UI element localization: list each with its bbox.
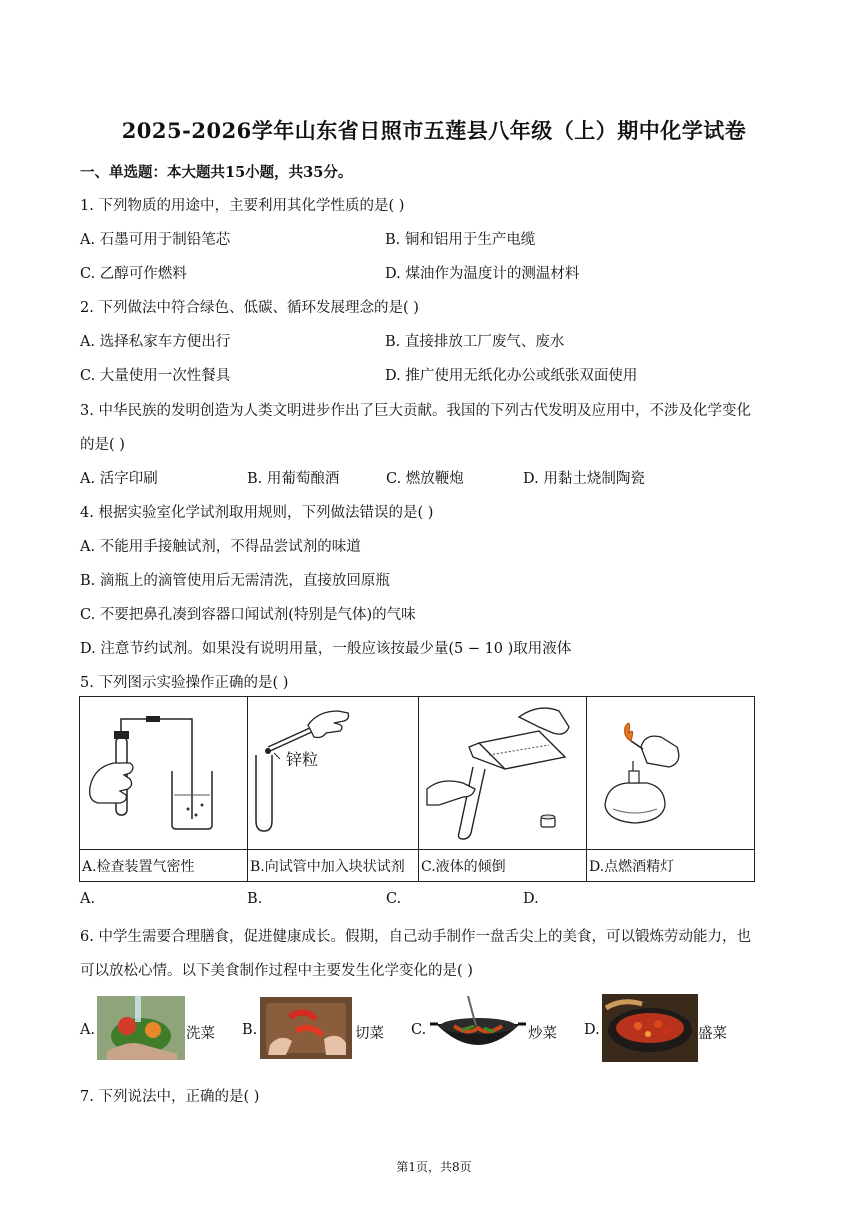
washing-vegetables-photo: [97, 996, 185, 1060]
q3-stem-line2: 的是( ): [80, 437, 125, 453]
q2-option-c: C. 大量使用一次性餐具: [80, 368, 231, 384]
q5-figure-c: [419, 697, 587, 850]
q2-option-b: B. 直接排放工厂废气、废水: [385, 334, 565, 350]
q5-caption-d: D.点燃酒精灯: [587, 850, 755, 882]
q1-option-c: C. 乙醇可作燃料: [80, 266, 187, 282]
q5-figure-a: [80, 697, 248, 850]
q5-option-d: D.: [523, 891, 539, 907]
q6-stem-line2: 可以放松心情。以下美食制作过程中主要发生化学变化的是( ): [80, 963, 473, 979]
airtight-check-illustration: [80, 697, 247, 849]
page-footer: 第1页，共8页: [396, 1160, 472, 1174]
stir-frying-photo: [428, 996, 528, 1060]
q2-stem: 2. 下列做法中符合绿色、低碳、循环发展理念的是( ): [80, 300, 419, 316]
q3-option-b: B. 用葡萄酿酒: [247, 471, 340, 487]
q5-stem: 5. 下列图示实验操作正确的是( ): [80, 675, 289, 691]
pour-liquid-illustration: [419, 697, 586, 849]
q6-option-d: D.: [584, 1022, 600, 1038]
q4-option-c: C. 不要把鼻孔凑到容器口闻试剂(特别是气体)的气味: [80, 607, 416, 623]
q6-option-b-label: 切菜: [355, 1026, 384, 1042]
q5-option-a: A.: [80, 891, 96, 907]
q5-caption-c: C.液体的倾倒: [419, 850, 587, 882]
q6-option-c-label: 炒菜: [528, 1026, 557, 1042]
q5-figure-d: [587, 697, 755, 850]
q2-option-a: A. 选择私家车方便出行: [80, 334, 231, 350]
q3-option-c: C. 燃放鞭炮: [386, 471, 464, 487]
q1-option-a: A. 石墨可用于制铅笔芯: [80, 232, 231, 248]
q5-caption-a: A.检查装置气密性: [80, 850, 248, 882]
q4-option-a: A. 不能用手接触试剂，不得品尝试剂的味道: [80, 539, 361, 555]
zinc-label: 锌粒: [286, 750, 319, 769]
q4-option-b: B. 滴瓶上的滴管使用后无需清洗，直接放回原瓶: [80, 573, 390, 589]
q2-option-d: D. 推广使用无纸化办公或纸张双面使用: [385, 368, 638, 384]
page-title: 2025-2026学年山东省日照市五莲县八年级（上）期中化学试卷: [121, 118, 747, 143]
q1-stem: 1. 下列物质的用途中，主要利用其化学性质的是( ): [80, 198, 405, 214]
serving-dish-photo: [602, 994, 698, 1062]
cutting-vegetables-photo: [260, 997, 352, 1059]
q6-option-d-label: 盛菜: [698, 1026, 727, 1042]
q3-option-a: A. 活字印刷: [80, 471, 158, 487]
q5-option-b: B.: [247, 891, 263, 907]
q3-stem-line1: 3. 中华民族的发明创造为人类文明进步作出了巨大贡献。我国的下列古代发明及应用中，不涉及化学变化: [80, 403, 751, 419]
q6-option-c: C.: [411, 1022, 427, 1038]
section-heading: 一、单选题：本大题共15小题，共35分。: [80, 164, 353, 181]
q4-stem: 4. 根据实验室化学试剂取用规则，下列做法错误的是( ): [80, 505, 434, 521]
q6-stem-line1: 6. 中学生需要合理膳食，促进健康成长。假期，自己动手制作一盘舌尖上的美食，可以锻炼劳动能力，也: [80, 929, 751, 945]
q6-option-b: B.: [242, 1022, 258, 1038]
q5-caption-b: B.向试管中加入块状试剂: [248, 850, 419, 882]
light-lamp-illustration: [587, 697, 754, 849]
q3-option-d: D. 用黏土烧制陶瓷: [523, 471, 645, 487]
q5-figure-b: [248, 697, 419, 850]
q5-option-c: C.: [386, 891, 402, 907]
add-solid-illustration: [248, 697, 418, 849]
q5-figure-table: [79, 696, 755, 882]
q4-option-d: D. 注意节约试剂。如果没有说明用量，一般应该按最少量(5 − 10 )取用液体: [80, 641, 572, 657]
q1-option-b: B. 铜和铝用于生产电缆: [385, 232, 536, 248]
q6-option-a-label: 洗菜: [186, 1026, 215, 1042]
q6-option-a: A.: [80, 1022, 96, 1038]
q1-option-d: D. 煤油作为温度计的测温材料: [385, 266, 580, 282]
q7-stem: 7. 下列说法中，正确的是( ): [80, 1089, 260, 1105]
